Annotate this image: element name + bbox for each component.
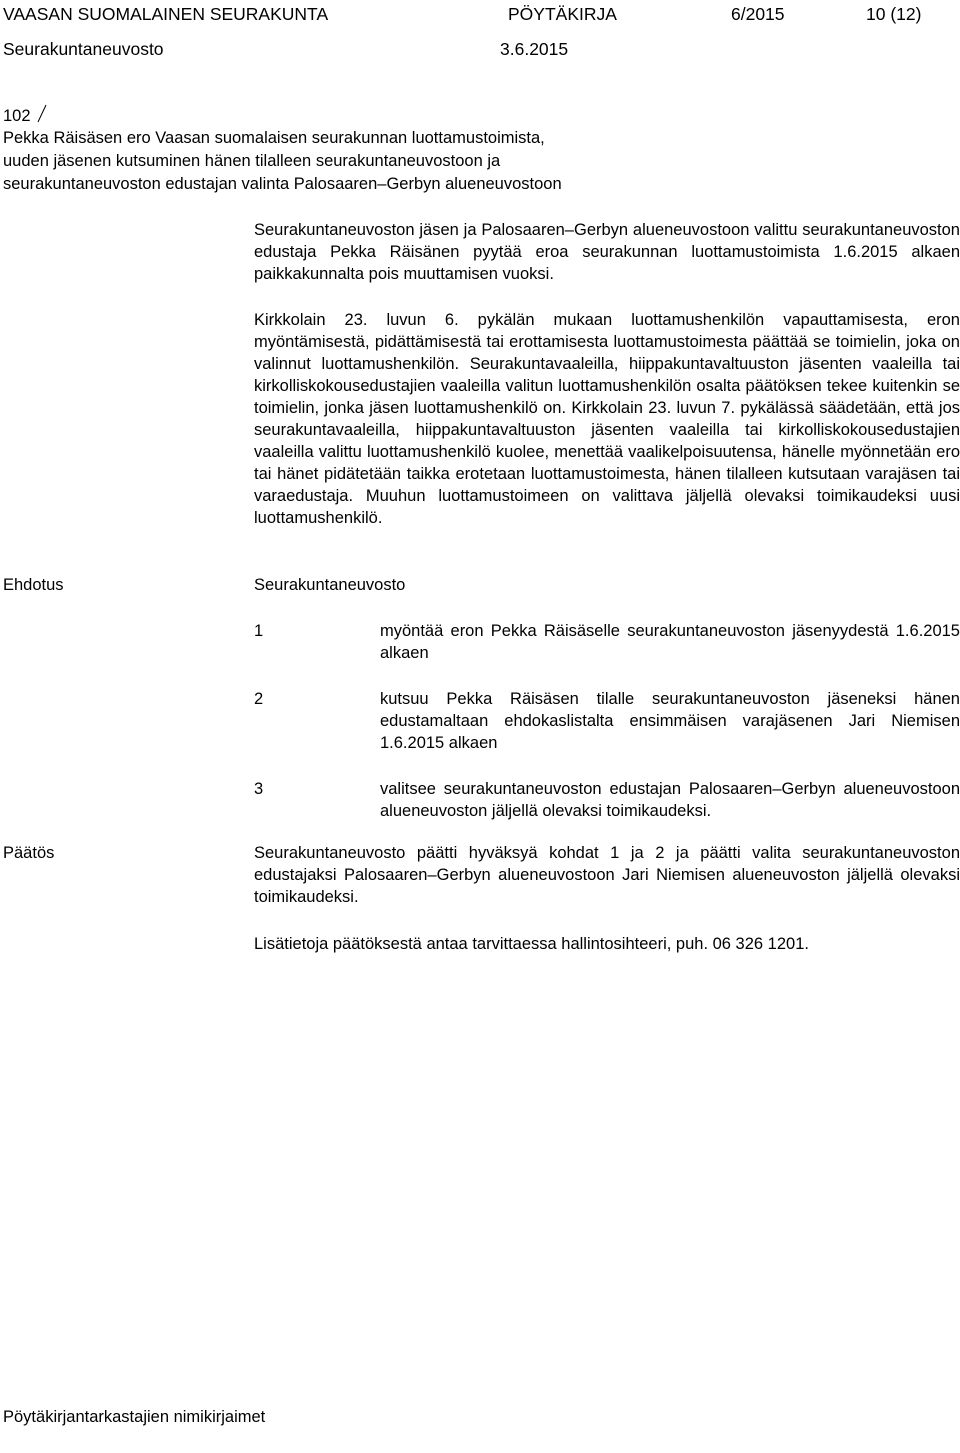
proposal-item-number: 1 (254, 622, 264, 640)
paragraph-request-text: Seurakuntaneuvoston jäsen ja Palosaaren–Gerbyn alueneuvostoon valittu seurakuntaneuvoston edustaja Pekka Räisänen pyytää eroa seurakunnan luottamustoimista 1.6.2015 alkaen paikkakunnalta pois muuttamisen vuoksi. (254, 221, 960, 283)
proposal-item-text: kutsuu Pekka Räisäsen tilalle seurakuntaneuvoston jäseneksi hänen edustamaltaan ehdokaslistalta ensimmäisen varajäsenen Jari Niemisen 1.6.2015 alkaen (380, 690, 960, 752)
proposal-item-text: valitsee seurakuntaneuvoston edustajan Palosaaren–Gerbyn alueneuvostoon alueneuvoston jäljellä olevaksi toimikaudeksi. (380, 780, 960, 820)
org-name: VAASAN SUOMALAINEN SEURAKUNTA (3, 4, 329, 24)
decision-label: Päätös (3, 844, 55, 862)
section-title-line-1: Pekka Räisäsen ero Vaasan suomalaisen seurakunnan luottamustoimista, (3, 129, 545, 147)
paragraph-law-text: Kirkkolain 23. luvun 6. pykälän mukaan luottamushenkilön vapauttamisesta, eron myöntämisestä, pidättämisestä tai erottamisesta luottamustoimesta päättää se toimielin, joka on valinnut luottamushenkilön. Seurakuntavaaleilla, hiippakuntavaltuuston jäsenten vaaleilla tai kirkolliskokousedustajien vaaleilla valitun luottamushenkilön osalta päätöksen tekee kuitenkin se toimielin, jonka jäsen luottamushenkilö on. Kirkkolain 23. luvun 7. pykälässä säädetään, että jos seurakuntavaaleilla, hiippakuntavaltuuston jäsenten vaaleilla tai kirkolliskokousedustajien vaaleilla valittu luottamushenkilö kuolee, menettää vaalikelpoisuutensa, hänelle myönnetään ero tai hänet pidätetään taikka erotetaan luottamustoimesta, hänen tilalleen kutsutaan varajäsen tai varaedustaja. Muuhun luottamustoimeen on valittava jäljellä olevaksi toimikaudeksi uusi luottamushenkilö. (254, 311, 960, 527)
proposal-body: Seurakuntaneuvosto (254, 576, 406, 594)
decision-text-content: Seurakuntaneuvosto päätti hyväksyä kohdat 1 ja 2 ja päätti valita seurakuntaneuvoston edustajaksi Palosaaren–Gerbyn alueneuvostoon Jari Niemisen alueneuvoston jäljellä olevaksi toimikaudeksi. (254, 844, 960, 906)
page-number: 10 (12) (866, 4, 922, 24)
doc-number: 6/2015 (731, 4, 785, 24)
paragraph-law (254, 309, 960, 529)
section-number: 102 (3, 107, 31, 125)
proposal-item-number: 3 (254, 780, 264, 798)
meeting-body: Seurakuntaneuvosto (3, 39, 164, 59)
doc-type: PÖYTÄKIRJA (508, 4, 617, 24)
section-sign-icon (37, 104, 47, 129)
decision-text (254, 842, 960, 908)
proposal-item-number: 2 (254, 690, 264, 708)
signatures-label: Pöytäkirjantarkastajien nimikirjaimet (3, 1408, 266, 1426)
meeting-date: 3.6.2015 (500, 39, 569, 59)
proposal-item-text: myöntää eron Pekka Räisäselle seurakuntaneuvoston jäsenyydestä 1.6.2015 alkaen (380, 622, 960, 662)
proposal-label: Ehdotus (3, 576, 64, 594)
section-number-line (3, 104, 47, 129)
decision-info: Lisätietoja päätöksestä antaa tarvittaessa hallintosihteeri, puh. 06 326 1201. (254, 935, 809, 953)
paragraph-request (254, 219, 960, 285)
section-title-line-3: seurakuntaneuvoston edustajan valinta Palosaaren–Gerbyn alueneuvostoon (3, 175, 562, 193)
section-title-line-2: uuden jäsenen kutsuminen hänen tilalleen seurakuntaneuvostoon ja (3, 152, 501, 170)
